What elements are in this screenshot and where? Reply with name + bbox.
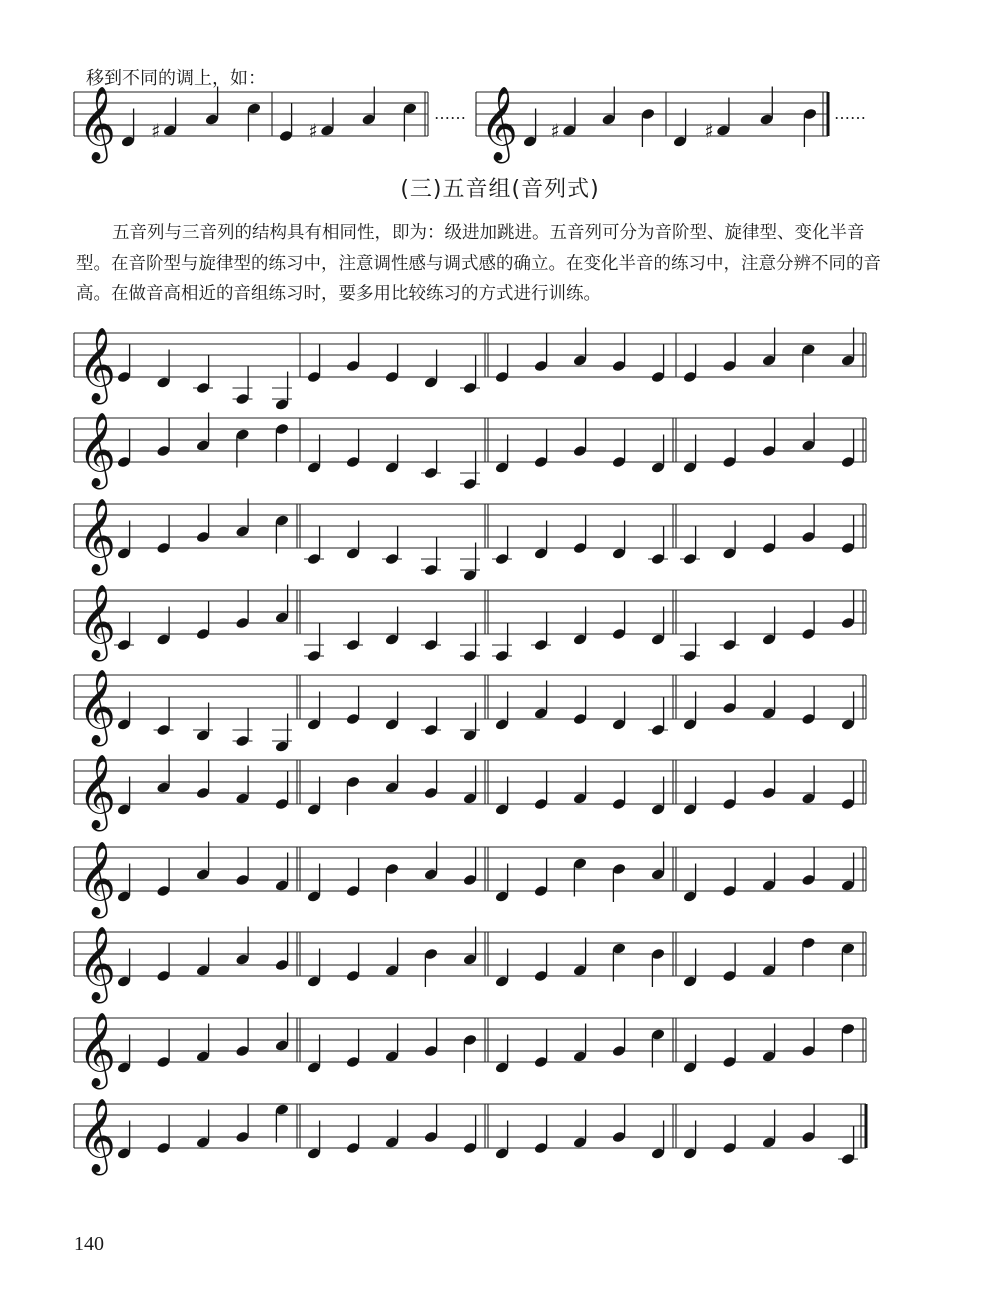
note [385, 344, 400, 383]
note [534, 858, 549, 897]
note [612, 429, 627, 468]
note [801, 601, 816, 640]
note [801, 937, 816, 976]
note [720, 612, 740, 651]
note [460, 451, 480, 490]
note [275, 423, 290, 462]
note [275, 932, 290, 971]
note [235, 847, 250, 886]
sharp-icon: ♯ [550, 120, 560, 143]
note [722, 675, 737, 714]
note [421, 612, 441, 651]
note [534, 1029, 549, 1068]
note [156, 943, 171, 982]
note [463, 847, 478, 886]
note [801, 1104, 816, 1143]
note [343, 612, 363, 651]
note [235, 1018, 250, 1057]
note [651, 948, 666, 987]
note [534, 333, 549, 372]
note [573, 515, 588, 554]
note [117, 429, 132, 468]
note [304, 526, 324, 565]
treble-clef-icon: 𝄞 [78, 87, 116, 161]
note [801, 847, 816, 886]
note [612, 771, 627, 810]
note [722, 858, 737, 897]
note [683, 344, 698, 383]
page-number: 140 [74, 1233, 104, 1255]
treble-clef-icon: 𝄞 [78, 1099, 116, 1173]
note [382, 526, 402, 565]
sharp-icon: ♯ [308, 120, 318, 143]
note [385, 863, 400, 902]
note [573, 686, 588, 725]
note [233, 366, 253, 405]
note [346, 943, 361, 982]
note [346, 686, 361, 725]
continuation-dots: …… [834, 104, 866, 123]
treble-clef-icon: 𝄞 [78, 842, 116, 916]
treble-clef-icon: 𝄞 [78, 670, 116, 744]
note [762, 515, 777, 554]
note [722, 333, 737, 372]
note [722, 429, 737, 468]
note [641, 108, 656, 147]
intro-text: 移到不同的调上，如： [86, 68, 266, 89]
note [651, 344, 666, 383]
treble-clef-icon: 𝄞 [78, 499, 116, 573]
note [463, 1034, 478, 1073]
note [722, 771, 737, 810]
note [762, 418, 777, 457]
note [307, 344, 322, 383]
note [156, 1115, 171, 1154]
note [492, 526, 512, 565]
note [346, 1115, 361, 1154]
note [193, 355, 213, 394]
treble-clef-icon: 𝄞 [78, 927, 116, 1001]
treble-clef-icon: 𝄞 [78, 1013, 116, 1087]
note [722, 1029, 737, 1068]
note [841, 590, 856, 629]
note [492, 623, 512, 662]
note [534, 429, 549, 468]
note [154, 697, 174, 736]
note [534, 943, 549, 982]
note [460, 623, 480, 662]
note [722, 1115, 737, 1154]
note [117, 344, 132, 383]
note [680, 623, 700, 662]
note [495, 344, 510, 383]
treble-clef-icon: 𝄞 [480, 87, 518, 161]
note [841, 1023, 856, 1062]
treble-clef-icon: 𝄞 [78, 755, 116, 829]
note [838, 1126, 858, 1165]
note [275, 771, 290, 810]
note [801, 504, 816, 543]
note [612, 601, 627, 640]
note [573, 418, 588, 457]
note [424, 948, 439, 987]
note [612, 333, 627, 372]
note [803, 108, 818, 147]
note [421, 537, 441, 576]
note [156, 418, 171, 457]
note [424, 1104, 439, 1143]
note [531, 612, 551, 651]
note [841, 771, 856, 810]
note [841, 429, 856, 468]
note [279, 103, 294, 142]
note [680, 526, 700, 565]
note [612, 1104, 627, 1143]
note [612, 863, 627, 902]
note [648, 526, 668, 565]
note [801, 686, 816, 725]
section-heading: (三)五音组(音列式) [400, 177, 600, 202]
note [424, 1018, 439, 1057]
note [841, 515, 856, 554]
note [196, 601, 211, 640]
note [235, 1104, 250, 1143]
note [346, 429, 361, 468]
note [114, 612, 134, 651]
note [762, 760, 777, 799]
treble-clef-icon: 𝄞 [78, 328, 116, 402]
note [346, 1029, 361, 1068]
sharp-icon: ♯ [151, 120, 161, 143]
note [463, 1115, 478, 1154]
note [421, 440, 441, 479]
note [421, 697, 441, 736]
note [534, 771, 549, 810]
note [801, 1018, 816, 1057]
treble-clef-icon: 𝄞 [78, 585, 116, 659]
note [534, 1115, 549, 1154]
note [424, 760, 439, 799]
treble-clef-icon: 𝄞 [78, 413, 116, 487]
note [346, 333, 361, 372]
note [233, 708, 253, 747]
note [235, 590, 250, 629]
section-paragraph: 五音列与三音列的结构具有相同性，即为：级进加跳进。五音列可分为音阶型、旋律型、变化半音型。在音阶型与旋律型的练习中，注意调性感与调式感的确立。在变化半音的练习中，注意分辨不同的音高。在做音高相近的音组练习时，要多用比较练习的方式进行训练。 [76, 223, 881, 304]
note [196, 760, 211, 799]
sharp-icon: ♯ [704, 120, 714, 143]
continuation-dots: …… [434, 104, 466, 123]
note [304, 623, 324, 662]
note [156, 515, 171, 554]
note [196, 504, 211, 543]
note [722, 943, 737, 982]
note [346, 858, 361, 897]
note [346, 776, 361, 815]
note [648, 697, 668, 736]
note [156, 858, 171, 897]
note [612, 1018, 627, 1057]
note [460, 355, 480, 394]
note [156, 1029, 171, 1068]
